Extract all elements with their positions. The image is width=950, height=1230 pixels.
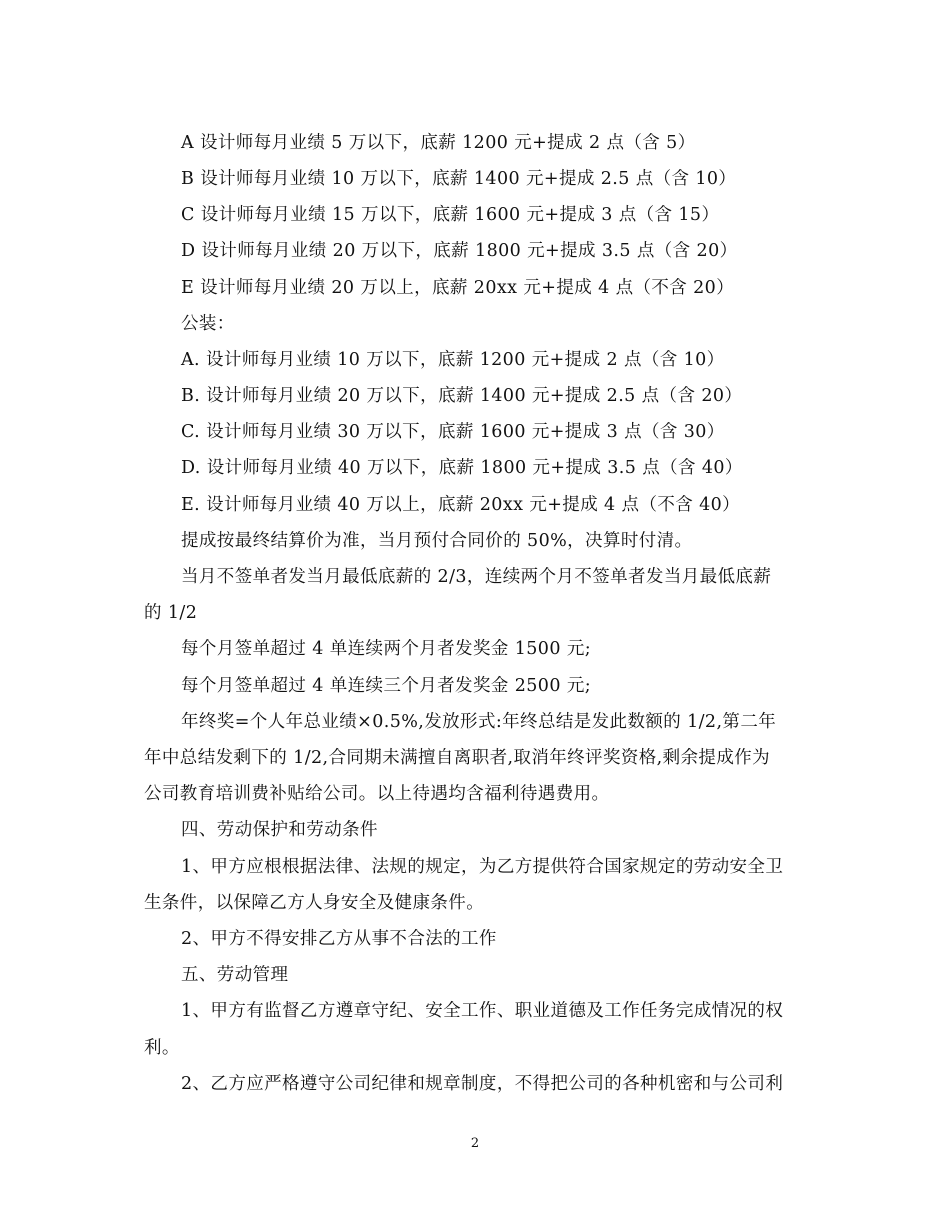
text-line: D 设计师每月业绩 20 万以下，底薪 1800 元+提成 3.5 点（含 20）: [181, 241, 738, 261]
page-number: 2: [470, 1136, 480, 1151]
text-line: A. 设计师每月业绩 10 万以下，底薪 1200 元+提成 2 点（含 10）: [181, 350, 725, 370]
text-line: 提成按最终结算价为准，当月预付合同价的 50%，决算时付清。: [181, 531, 693, 551]
text-line: 生条件，以保障乙方人身安全及健康条件。: [144, 893, 485, 913]
text-line: A 设计师每月业绩 5 万以下，底薪 1200 元+提成 2 点（含 5）: [181, 133, 696, 153]
text-line: 2、甲方不得安排乙方从事不合法的工作: [181, 929, 497, 949]
text-line: 利。: [144, 1038, 180, 1058]
text-line: 2、乙方应严格遵守公司纪律和规章制度，不得把公司的各种机密和与公司利: [181, 1074, 784, 1094]
text-line: C 设计师每月业绩 15 万以下，底薪 1600 元+提成 3 点（含 15）: [181, 205, 720, 225]
text-line: 每个月签单超过 4 单连续三个月者发奖金 2500 元;: [181, 676, 592, 696]
section-heading: 五、劳动管理: [181, 965, 289, 985]
section-label: 公装：: [181, 314, 235, 334]
text-line: 1、甲方有监督乙方遵章守纪、安全工作、职业道德及工作任务完成情况的权: [181, 1001, 784, 1021]
text-line: B. 设计师每月业绩 20 万以下，底薪 1400 元+提成 2.5 点（含 20）: [181, 386, 743, 406]
section-heading: 四、劳动保护和劳动条件: [181, 820, 378, 840]
text-line: 1、甲方应根根据法律、法规的规定，为乙方提供符合国家规定的劳动安全卫: [181, 857, 784, 877]
text-line: E. 设计师每月业绩 40 万以上，底薪 20xx 元+提成 4 点（不含 40）: [181, 495, 741, 515]
text-line: 公司教育培训费补贴给公司。以上待遇均含福利待遇费用。: [144, 784, 610, 804]
text-line: E 设计师每月业绩 20 万以上，底薪 20xx 元+提成 4 点（不含 20）: [181, 278, 735, 298]
text-line: 每个月签单超过 4 单连续两个月者发奖金 1500 元;: [181, 639, 592, 659]
text-line: 年终奖=个人年总业绩×0.5%,发放形式:年终总结是发此数额的 1/2,第二年: [181, 712, 777, 732]
text-line: 的 1/2: [144, 603, 198, 623]
text-line: D. 设计师每月业绩 40 万以下，底薪 1800 元+提成 3.5 点（含 40）: [181, 458, 743, 478]
text-line: C. 设计师每月业绩 30 万以下，底薪 1600 元+提成 3 点（含 30）: [181, 422, 725, 442]
text-line: B 设计师每月业绩 10 万以下，底薪 1400 元+提成 2.5 点（含 10）: [181, 169, 737, 189]
text-line: 年中总结发剩下的 1/2,合同期未满擅自离职者,取消年终评奖资格,剩余提成作为: [144, 748, 771, 768]
text-line: 当月不签单者发当月最低底薪的 2/3，连续两个月不签单者发当月最低底薪: [181, 567, 772, 587]
